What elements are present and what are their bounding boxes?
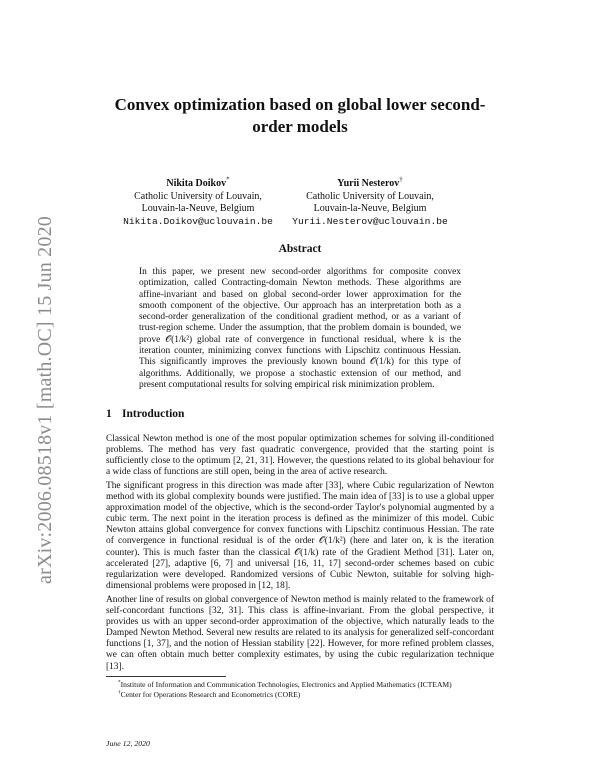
footnote-text: Center for Operations Research and Econometrics (CORE) [120,690,301,699]
author-name: Nikita Doikov [166,178,227,189]
author-affiliation: Catholic University of Louvain, [306,190,434,202]
footnote [118,680,498,690]
author-affiliation: Catholic University of Louvain, [134,190,262,202]
author-mark: * [226,175,230,184]
section-title: Introduction [122,408,185,420]
abstract-text: In this paper, we present new second-order algorithms for composite convex optimization, called Contracting-domain Newton methods. These algorithms are affine-invariant and based on global second-order lower approximation for the smooth component of the objective. Our approach has an interpretation both as a second-order generalization of the conditional gradient method, or as a variant of trust-region scheme. Under the assumption, that the problem domain is bounded, we prove 𝒪(1/k²) global rate of convergence in functional residual, where k is the iteration counter, minimizing convex functions with Lipschitz continuous Hessian. This significantly improves the previously known bound 𝒪(1/k) for this type of algorithms. Additionally, we propose a stochastic extension of our method, and present computational results for solving empirical risk minimization problem. [139,267,461,390]
author-location: Louvain-la-Neuve, Belgium [313,203,427,214]
footnote-text: Institute of Information and Communication Technologies, Electronics and Applied Mathematics (ICTEAM) [120,680,452,689]
paragraph: Classical Newton method is one of the most popular optimization schemes for solving ill-conditioned problems. The method has very fast quadratic convergence, provided that the starting point is sufficiently close to the optimum [2, 21, 31]. However, the questions related to its global behaviour for a wide class of functions are still open, being in the area of active research. [106,434,494,478]
author-email: Yurii.Nesterov@uclouvain.be [292,215,448,227]
footnote [118,690,498,700]
author-location: Louvain-la-Neuve, Belgium [141,203,255,214]
paper-date: June 12, 2020 [106,739,150,748]
author-mark: † [399,175,403,184]
footnote-rule [106,676,226,677]
paragraph: Another line of results on global convergence of Newton method is mainly related to the framework of self-concordant functions [32, 31]. This class is affine-invariant. From the global perspective, it provides us with an upper second-order approximation of the objective, which naturally leads to the Damped Newton Method. Several new results are related to its analysis for generalized self-concordant functions [1, 37], and the notion of Hessian stability [22]. However, for more refined problem classes, we can often obtain much better complexity estimates, by using the cubic regularization technique [13]. [106,595,494,672]
paragraph: The significant progress in this direction was made after [33], where Cubic regularization of Newton method with its global complexity bounds were justified. The main idea of [33] is to use a global upper approximation model of the objective, which is the second-order Taylor's polynomial augmented by a cubic term. The next point in the iteration process is defined as the minimizer of this model. Cubic Newton attains global convergence for convex functions with Lipschitz continuous Hessian. The rate of convergence in functional residual is of the order 𝒪(1/k²) (here and later on, k is the iteration counter). This is much faster than the classical 𝒪(1/k) rate of the Gradient Method [31]. Later on, accelerated [27], adaptive [6, 7] and universal [16, 11, 17] second-order schemes based on cubic regularization were developed. Randomized versions of Cubic Newton, suitable for solving high-dimensional problems were proposed in [12, 18]. [106,481,494,591]
author-name: Yurii Nesterov [337,178,400,189]
arxiv-identifier: arXiv:2006.08518v1 [math.OC] 15 Jun 2020 [34,216,56,584]
abstract-heading: Abstract [278,243,322,255]
author-block-1 [120,175,276,228]
author-block-2 [290,175,450,228]
section-number: 1 [106,408,112,420]
footnote-mark: † [118,689,121,696]
author-email: Nikita.Doikov@uclouvain.be [123,215,273,227]
paper-title: Convex optimization based on global lower second-order models [114,95,486,136]
footnotes [118,680,498,700]
section-heading [106,408,184,420]
footnote-mark: * [118,679,121,686]
